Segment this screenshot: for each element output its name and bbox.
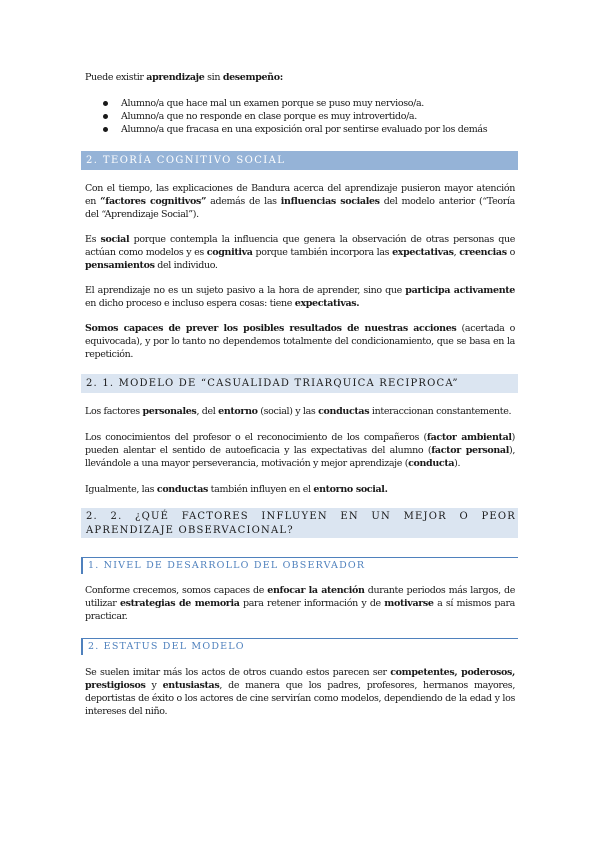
paragraph-active-learning <box>85 284 515 310</box>
intro-text-mid: sin <box>204 72 223 83</box>
bold-text: social <box>100 234 130 245</box>
text: del modelo anterior (“Teoría del “Aprendizaje Social”). <box>85 196 515 220</box>
list-item <box>85 110 515 123</box>
subheading-observer-level: 1. NIVEL DE DESARROLLO DEL OBSERVADOR <box>81 557 518 574</box>
text: a sí mismos para practicar. <box>85 598 515 622</box>
paragraph-development <box>85 584 515 623</box>
paragraph-examples <box>85 431 515 470</box>
text: porque también incorpora las <box>252 247 393 258</box>
text: (social) y las <box>257 406 319 417</box>
text: del individuo. <box>154 260 218 271</box>
text: durante periodos más largos, de utilizar <box>85 585 515 609</box>
section-heading-2-1: 2. 1. MODELO DE “CASUALIDAD TRIARQUICA RECIPROCA” <box>81 374 518 393</box>
text: ), llevándole a una mayor perseverancia, motivación y mejor aprendizaje ( <box>85 445 515 469</box>
bold-text: factor ambiental <box>426 432 512 443</box>
bold-text: entorno <box>218 406 258 417</box>
bold-text: conductas <box>318 406 370 417</box>
intro-bold-desempeno: desempeño: <box>222 72 283 83</box>
bullet-list <box>85 97 515 136</box>
paragraph-prediction <box>85 322 515 361</box>
paragraph-social-cognitive <box>85 233 515 272</box>
text: Se suelen imitar más los actos de otros cuando estos parecen ser <box>85 667 391 678</box>
text: además de las <box>206 196 281 207</box>
list-item-text: Alumno/a que hace mal un examen porque se puso muy nervioso/a. <box>121 98 424 109</box>
text: ) pueden alentar el sentido de autoeficacia y las expectativas del alumno ( <box>85 432 515 456</box>
list-item-text: Alumno/a que fracasa en una exposición oral por sentirse evaluado por los demás <box>121 124 488 135</box>
bold-text: entusiastas <box>162 680 220 691</box>
text: o <box>506 247 515 258</box>
intro-bold-aprendizaje: aprendizaje <box>146 72 205 83</box>
text: , del <box>196 406 219 417</box>
paragraph-conduct <box>85 483 515 496</box>
text: ). <box>454 458 461 469</box>
text: Los factores <box>85 406 143 417</box>
text: también influyen en el <box>208 484 314 495</box>
text: Conforme crecemos, somos capaces de <box>85 585 268 596</box>
text: (acertada o equivocada), y por lo tanto no dependemos totalmente del condicionamiento, que se basa en la repetición. <box>85 323 516 360</box>
text: Con el tiempo, las explicaciones de Bandura acerca del aprendizaje pusieron mayor atención en <box>85 183 515 207</box>
section-heading-2-2: 2. 2. ¿QUÉ FACTORES INFLUYEN EN UN MEJOR O PEOR APRENDIZAJE OBSERVACIONAL? <box>81 508 518 538</box>
text: porque contempla la influencia que genera la observación de otras personas que actúan como modelos y es <box>85 234 515 258</box>
text: El aprendizaje no es un sujeto pasivo a la hora de aprender, sino que <box>85 285 406 296</box>
text: , <box>453 247 460 258</box>
bold-text: conducta <box>408 458 455 469</box>
bold-text: factor personal <box>431 445 509 456</box>
bold-text: participa activamente <box>405 285 515 296</box>
bold-text: conductas <box>156 484 208 495</box>
list-item-text: Alumno/a que no responde en clase porque es muy introvertido/a. <box>121 111 417 122</box>
bold-text: Somos capaces de prever los posibles resultados de nuestras acciones <box>85 323 457 334</box>
bold-text: personales <box>142 406 197 417</box>
bold-text: creencias <box>459 247 507 258</box>
subheading-model-status: 2. ESTATUS DEL MODELO <box>81 638 518 655</box>
list-item <box>85 123 515 136</box>
text: y <box>145 680 163 691</box>
bold-text: competentes, poderosos, prestigiosos <box>85 667 515 691</box>
text: , de manera que los padres, profesores, hermanos mayores, deportistas de éxito o los actores de cine servirían como modelos, dependiendo de la edad y los intereses del niño. <box>85 680 515 717</box>
bold-text: pensamientos <box>85 260 155 271</box>
text: en dicho proceso e incluso espera cosas: tiene <box>85 298 295 309</box>
text: para retener información y de <box>239 598 385 609</box>
bullet-icon <box>103 101 108 106</box>
section-heading-2: 2. TEORÍA COGNITIVO SOCIAL <box>81 151 518 170</box>
bold-text: entorno social. <box>313 484 388 495</box>
bullet-icon <box>103 114 108 119</box>
text: Es <box>85 234 101 245</box>
bold-text: estrategias de memoria <box>119 598 240 609</box>
bold-text: motivarse <box>384 598 434 609</box>
paragraph-model-status <box>85 666 515 718</box>
bold-text: enfocar la atención <box>267 585 365 596</box>
list-item <box>85 97 515 110</box>
bold-text: expectativas <box>392 247 454 258</box>
bold-text: “factores cognitivos” <box>100 196 207 207</box>
bold-text: cognitiva <box>206 247 253 258</box>
text: Igualmente, las <box>85 484 157 495</box>
intro-text: Puede existir <box>85 72 147 83</box>
text: Los conocimientos del profesor o el reconocimiento de los compañeros ( <box>85 432 427 443</box>
bullet-icon <box>103 127 108 132</box>
text: interaccionan constantemente. <box>369 406 512 417</box>
intro-paragraph <box>85 71 515 84</box>
paragraph-cognitive-factors <box>85 182 515 221</box>
bold-text: expectativas. <box>294 298 360 309</box>
paragraph-factors <box>85 405 515 418</box>
bold-text: influencias sociales <box>280 196 380 207</box>
